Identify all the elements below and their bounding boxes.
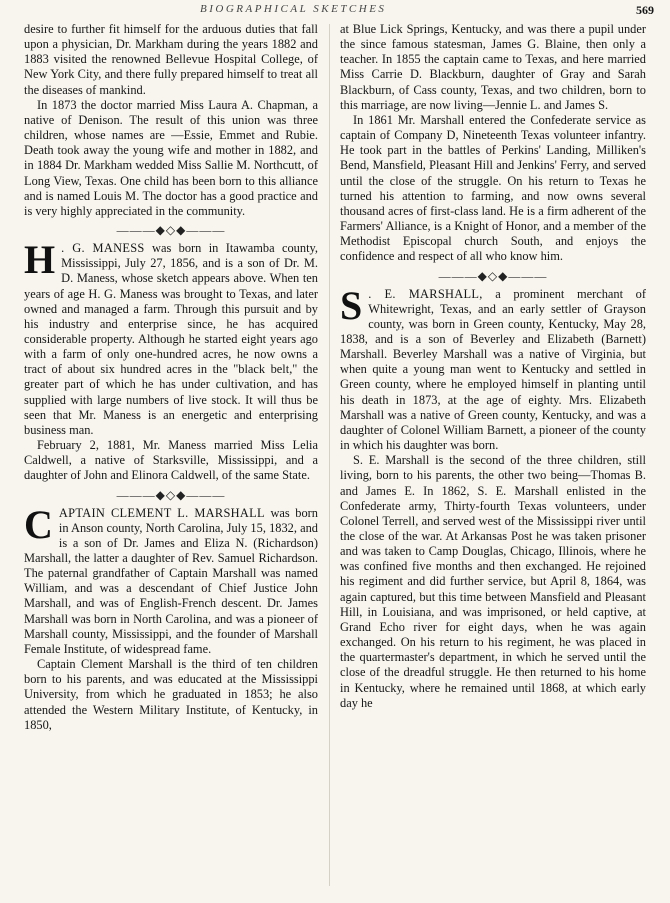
column-gutter: [329, 24, 330, 886]
markham-continuation-paragraph: desire to further fit himself for the arduous duties that fall upon a physician, Dr. Markham during the years 1882 and 1883 visited the renowned Bellevue Hospital College, of New York City, and there fully prepared himself to treat all the diseases of mankind.: [24, 22, 318, 97]
se-marshall-war-paragraph: S. E. Marshall is the second of the three children, still living, born to his parents, the other two being—Thomas B. and James E. In 1862, S. E. Marshall enlisted in the Confederate army, Thirty-fourth Texas volunteers, under Colonel Terrell, and served west of the Mississippi river until the close of the war. At Arkansas Post he was taken prisoner and was taken to Camp Douglas, Chicago, Illinois, where he was confined five months and then exchanged. He rejoined his regiment and did further service, but April 8, 1864, was again captured, but this time between Mansfield and Pleasant Hill, in Louisiana, and was imprisoned, or held captive, at Grand Echo river for eight days, when he was again exchanged. On his return to his regiment, he was placed in the quartermaster's department, in which he served until the close of the dreadful struggle. He then returned to his home in Kentucky, where he remained until 1868, at which early day he: [340, 453, 646, 710]
maness-heading-name: . G. MANESS: [61, 241, 145, 256]
clement-marshall-bio-paragraph: [24, 501, 318, 658]
maness-drop-cap: H: [24, 237, 56, 283]
section-divider-ornament: ———◆◇◆———: [116, 487, 226, 502]
maness-bio-text: was born in Itawamba county, Mississippi, July 27, 1856, and is a son of Dr. M. D. Maness, whose sketch appears above. When ten years of age H. G. Maness was brought to Texas, and later owned and managed a farm. Through this pursuit and by his industry and enterprise since, he has acquired considerable property. Although he started eight years ago with a farm of only one-hundred acres, he now owns a tract of about six hundred acres in the "black belt," the greater part of which he has under cultivation, and has supplied with large numbers of live stock. It will thus be seen that Mr. Maness is an energetic and enterprising business man.: [24, 241, 318, 437]
maness-marriage-paragraph: February 2, 1881, Mr. Maness married Miss Lelia Caldwell, a native of Starksville, Mississippi, and a daughter of John and Elinora Caldwell, of the same State.: [24, 438, 318, 483]
maness-bio-paragraph: [24, 237, 318, 438]
section-divider-ornament: ———◆◇◆———: [438, 268, 548, 283]
se-marshall-bio-text: a prominent merchant of Whitewright, Texas, and an early settler of Grayson county, was born in Green county, Kentucky, May 28, 1838, and is a son of Beverley and Elizabeth (Barnett) Marshall. Beverley Marshall was a native of Virginia, but when quite a young man went to Kentucky and settled in Green county, where he employed himself in planting until his death in 1873, at the age of eighty. Mrs. Elizabeth Marshall was a native of Green county, Kentucky, and was a daughter of Colonel William Barnett, a pioneer of the county in which his daughter was born.: [340, 286, 646, 453]
clement-marshall-service-paragraph: In 1861 Mr. Marshall entered the Confederate service as captain of Company D, Nineteenth Texas volunteer infantry. He took part in the battles of Perkins' Landing, Milliken's Bend, Mansfield, Pleasant Hill and Jenkins' Ferry, and served until the close of the struggle. On his return to Texas he turned his attention to farming, and now owns several thousand acres of first-class land. He is a firm adherent of the Farmers' Alliance, is a Knight of Honor, and a member of the Methodist Episcopal church South, and enjoys the confidence and respect of all who know him.: [340, 112, 646, 264]
clement-marshall-heading-name: APTAIN CLEMENT L. MARSHALL: [58, 505, 265, 520]
running-title: BIOGRAPHICAL SKETCHES: [200, 3, 387, 15]
markham-marriage-paragraph: In 1873 the doctor married Miss Laura A. Chapman, a native of Denison. The result of this union was three children, whose names are —Essie, Emmet and Rubie. Death took away the young wife and mother in 1882, and in 1884 Dr. Markham wedded Miss Sallie M. Northcutt, of Long View, Texas. One child has been born to this alliance and is named Louis M. The doctor has a good practice and is very highly appreciated in the community.: [24, 97, 318, 218]
section-divider-ornament: ———◆◇◆———: [116, 223, 226, 238]
se-marshall-bio-paragraph: [340, 282, 646, 454]
clement-marshall-drop-cap: C: [24, 501, 53, 547]
clement-marshall-continuation-paragraph: at Blue Lick Springs, Kentucky, and was there a pupil under the since famous statesman, James G. Blaine, then only a teacher. In 1855 the captain came to Texas, and here married Miss Carrie D. Blackburn, daughter of Gray and Sarah Blackburn, of Cass county, Texas, and two children, born to this marriage, are now living—Jennie L. and James S.: [340, 22, 646, 112]
se-marshall-heading-name: . E. MARSHALL,: [368, 286, 483, 301]
clement-marshall-bio-text: was born in Anson county, North Carolina, July 15, 1832, and is a son of Dr. James and Eliza N. (Richardson) Marshall, the latter a daughter of Rev. Samuel Richardson. The paternal grandfather of Captain Marshall was named William, and was a descendant of Chief Justice John Marshall, and was of English-French descent. Dr. James Marshall was born in North Carolina, and was a pioneer of Marshall county, Mississippi, and the founder of Marshall Female Institute, of widespread fame.: [24, 505, 318, 656]
se-marshall-drop-cap: S: [340, 282, 363, 328]
left-column: [24, 22, 318, 733]
clement-marshall-education-paragraph: Captain Clement Marshall is the third of ten children born to his parents, and was educated at the Mississippi University, from which he graduated in 1853; he also attended the Western Military Institute, of Kentucky, in 1850,: [24, 657, 318, 732]
page-number: 569: [636, 3, 654, 17]
running-header: [0, 3, 670, 19]
right-column: [340, 22, 646, 711]
